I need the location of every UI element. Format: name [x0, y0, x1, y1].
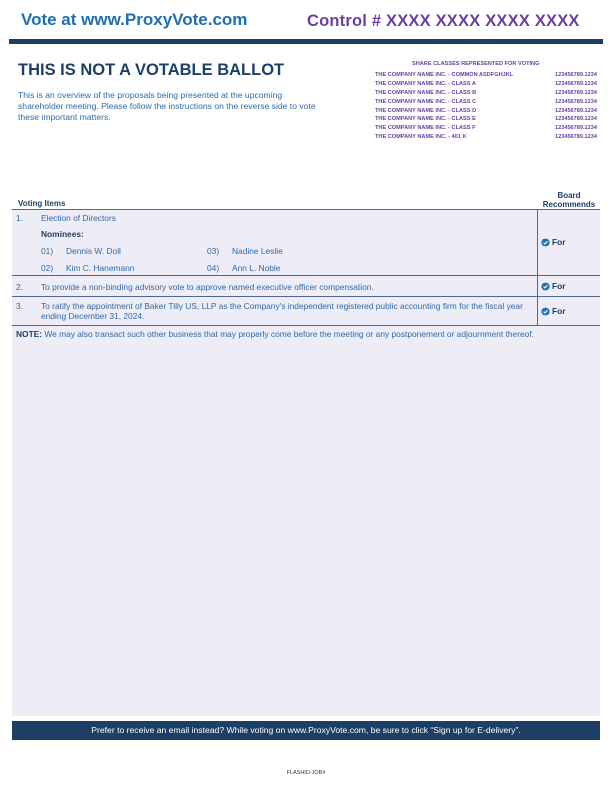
nominee [41, 263, 134, 273]
item-number: 1. [16, 213, 23, 223]
row-divider [12, 296, 600, 297]
nominee [207, 246, 283, 256]
note-label: NOTE: [16, 329, 43, 339]
row-divider [12, 325, 600, 326]
share-class-value: 123456789.1234 [555, 116, 597, 123]
item-number: 3. [16, 301, 23, 311]
nominee-number: 03) [207, 246, 220, 256]
share-class-value: 123456789.1234 [555, 80, 597, 87]
share-classes-heading: SHARE CLASSES REPRESENTED FOR VOTING [412, 61, 540, 67]
share-class-row [375, 89, 597, 98]
share-class-name: THE COMPANY NAME INC. - CLASS D [375, 107, 477, 114]
share-class-value: 123456789.1234 [555, 125, 597, 132]
nominee [207, 263, 280, 273]
nominee-name: Kim C. Hanemann [66, 263, 135, 273]
check-badge-icon [541, 238, 550, 247]
nominee [41, 246, 121, 256]
nominee-name: Dennis W. Doll [66, 246, 121, 256]
board-recommendation [541, 237, 566, 247]
share-class-value: 123456789.1234 [555, 98, 597, 105]
board-recommendation [541, 281, 566, 291]
share-classes-list [375, 71, 597, 142]
board-recommends-heading [538, 191, 600, 209]
share-class-name: THE COMPANY NAME INC. - 401 K [375, 134, 467, 141]
nominees-label: Nominees: [41, 229, 84, 239]
nominee-name: Ann L. Noble [232, 263, 281, 273]
share-class-value: 123456789.1234 [555, 72, 597, 78]
share-class-row [375, 80, 597, 89]
share-class-row [375, 124, 597, 133]
job-id: FLASHID-JOB# [286, 770, 326, 776]
share-class-row [375, 71, 597, 80]
voting-items-heading: Voting Items [18, 199, 66, 208]
share-class-row [375, 133, 597, 142]
note-text [16, 329, 590, 339]
share-class-name: THE COMPANY NAME INC. - CLASS E [375, 116, 476, 123]
vote-url-heading: Vote at www.ProxyVote.com [21, 10, 248, 29]
item-number: 2. [16, 282, 23, 292]
note-body: We may also transact such other business that may properly come before the meeting or any postponement or adjournment thereof. [42, 329, 534, 339]
share-class-name: THE COMPANY NAME INC. - CLASS A [375, 80, 476, 87]
recommends-label: Recommends [542, 200, 596, 209]
page-title: THIS IS NOT A VOTABLE BALLOT [18, 61, 285, 79]
share-class-name: THE COMPANY NAME INC. - CLASS B [375, 89, 477, 96]
nominee-number: 04) [207, 263, 220, 273]
recommendation-label: For [552, 306, 566, 316]
board-recommendation [541, 306, 566, 316]
share-class-row [375, 98, 597, 107]
item-text: To ratify the appointment of Baker Tilly US, LLP as the Company's independent registered public accounting firm for the fiscal year ending December 31, 2024. [41, 301, 523, 321]
check-badge-icon [541, 307, 550, 316]
nominee-number: 02) [41, 263, 54, 273]
share-class-name: THE COMPANY NAME INC. - CLASS C [375, 98, 477, 105]
header-divider [9, 39, 603, 44]
item-text: Election of Directors [41, 213, 116, 223]
share-class-row [375, 107, 597, 116]
share-class-name: THE COMPANY NAME INC. - CLASS F [375, 125, 476, 132]
nominee-name: Nadine Leslie [232, 246, 283, 256]
e-delivery-banner: Prefer to receive an email instead? While voting on www.ProxyVote.com, be sure to click “Sign up for E-delivery”. [12, 721, 600, 740]
share-class-value: 123456789.1234 [555, 134, 597, 141]
share-class-value: 123456789.1234 [555, 107, 597, 114]
share-class-value: 123456789.1234 [555, 89, 597, 96]
share-class-name: THE COMPANY NAME INC. - COMMON ASDFGHJKL [375, 72, 514, 78]
share-class-row [375, 115, 597, 124]
recommendation-label: For [552, 237, 566, 247]
nominee-number: 01) [41, 246, 54, 256]
board-label: Board [557, 191, 581, 200]
check-badge-icon [541, 282, 550, 291]
control-number: Control # XXXX XXXX XXXX XXXX [307, 12, 580, 30]
column-divider [537, 209, 538, 326]
item-text: To provide a non-binding advisory vote to approve named executive officer compensation. [41, 282, 374, 292]
intro-text: This is an overview of the proposals being presented at the upcoming shareholder meeting. Please follow the instructions on the reverse side to vote these important matters. [18, 90, 316, 122]
row-divider [12, 275, 600, 276]
recommendation-label: For [552, 281, 566, 291]
row-divider [12, 209, 600, 210]
